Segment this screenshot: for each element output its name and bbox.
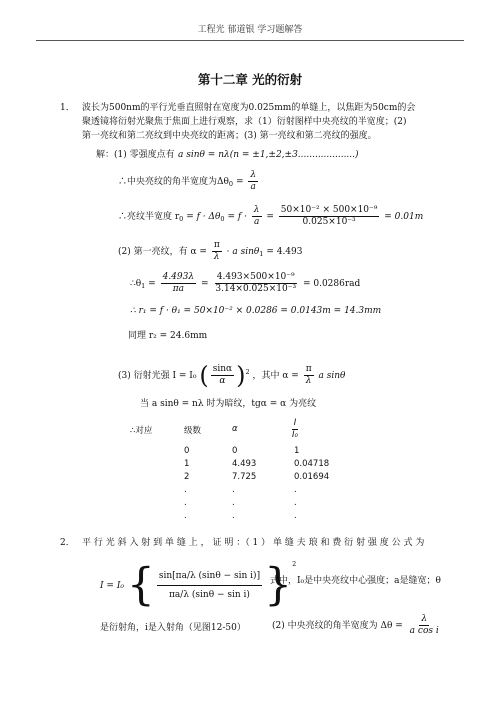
formula-exponent: 2 [292,560,297,568]
chapter-title: 第十二章 光的衍射 [197,72,303,87]
r1-equation: ∴ r₁ = f · θ₁ = 50×10⁻² × 0.0286 = 0.0143m = 14.3mm [130,306,382,316]
table-cell: . [184,498,187,508]
theta1-label: ∴θ [130,279,142,289]
formula-lhs: I = I₀ [100,581,124,591]
part2-denominator: a cos i [409,626,439,636]
part3-mid: ，其中 α = [252,371,299,381]
half-width-line [118,170,260,193]
lambda-over-a-fraction [248,170,258,193]
theta1-num1: 4.493λ [162,272,195,282]
ratio-denominator: I₀ [292,430,298,440]
half-width-label: ∴中央亮纹的角半宽度为Δθ [118,177,229,187]
r0-denominator: 0.025×10⁻³ [302,217,356,227]
problem1-line1: 波长为500nm的平行光垂直照射在宽度为0.025mm的单缝上，以焦距为50cm的会 [82,103,416,113]
theta1-fraction-1 [161,272,196,295]
table-cell: . [184,511,187,521]
table-cell: 1 [184,459,190,469]
fraction-denominator: a [253,217,260,227]
table-col-order: 级数 [184,426,202,436]
r0-line: ∴亮纹半宽度 $r_0 = f \cdot \Delta\theta_0 = f$ · $\frac{\lambda}{a}$ = $\frac{\text{50×10⁻² × 500×10⁻⁹}}{\text{0.025×10⁻³}}$ = 0.01m [118,205,424,227]
part2-line [118,240,302,263]
table-cell: 0 [184,446,190,456]
table-cell: 2 [184,472,190,482]
pi-over-lambda-fraction [212,240,222,263]
table-cell: 0 [232,446,238,456]
part3-line: (3) 衍射光强 I = I₀ ( $\frac{\sin\alpha}{\alpha}$ )$^2$ ，其中 α = $\frac{\pi}{\lambda}$ a sinθ [118,361,346,390]
table-col-correspond: ∴对应 [130,426,153,436]
fraction-numerator: λ [250,170,257,180]
table-cell: . [294,485,297,495]
half-width-eq: = [235,177,244,187]
table-cell: . [232,485,235,495]
problem1-number: 1． [60,103,75,113]
r0-sub: 0 [179,215,184,223]
theta1-den2: 3.14×0.025×10⁻³ [215,284,297,294]
fraction-numerator: λ [253,205,260,215]
theta1-den1: πa [172,284,184,294]
r0-result: = 0.01m [384,212,424,222]
fraction-denominator: λ [213,252,220,262]
theta1-sub: 1 [141,282,146,290]
fraction-numerator: π [305,364,312,374]
theta1-num2: 4.493×500×10⁻⁹ [216,272,295,282]
pi-over-lambda-fraction-3 [304,364,314,387]
r0-eq-sub: 0 [220,215,225,223]
r0-label: ∴亮纹半宽度 r [118,212,180,222]
r0-eq2: = f · [227,212,247,222]
problem1-line3: 第一亮纹和第二亮纹到中央亮纹的距离；(3) 第一亮纹和第二亮纹的强度。 [82,131,377,141]
problem2-number: 2． [60,538,75,548]
sinc-denominator: α [219,376,226,386]
table-cell: . [294,498,297,508]
problem1-line2: 聚透镜将衍射光聚焦于焦面上进行观察，求（1）衍射图样中央亮纹的半宽度；(2) [82,117,407,127]
part2-eq: · a sinθ [226,247,260,257]
problem2-formula: I = I₀ { $\frac{\text{sin[πa/λ (sinθ − sin i)]}}{\text{πa/λ (sinθ − sin i)}}$ }$^2$ [100,559,297,611]
half-width-sub: 0 [228,180,234,188]
part3-tail: a sinθ [318,371,346,381]
table-cell: 4.493 [232,459,257,469]
sinc-numerator: sinα [212,364,233,374]
problem2-line1: 平 行 光 斜 入 射 到 单 缝 上 ， 证 明 ：（ 1 ） 单 缝 夫 琅 和 费 衍 射 强 度 公 式 为 [82,538,425,548]
theta1-result: = 0.0286rad [302,279,361,289]
zero-intensity-equation: a sinθ = nλ(n = ±1,±2,±3....................) [178,150,359,160]
theta1-fraction-2 [213,272,298,295]
formula-fraction [157,567,262,604]
table-cell: . [232,498,235,508]
fraction-denominator: λ [305,376,312,386]
r2-equation: 同理 r₂ = 24.6mm [128,331,208,341]
part2-sub: 1 [259,250,264,258]
r0-eq: = f · Δθ [186,212,221,222]
problem2-part2 [272,614,443,637]
part2-result: = 4.493 [266,247,303,257]
r0-numerator: 50×10⁻² × 500×10⁻⁹ [280,205,378,215]
table-cell: 0.04718 [294,459,330,469]
solution-label: 解：(1) 零强度点有 [96,150,175,160]
part2-text: (2) 中央亮纹的角半宽度为 Δθ = [272,621,403,631]
part3-label: (3) 衍射光强 I = I₀ [118,371,197,381]
part2-label: (2) 第一亮纹，有 α = [118,247,207,257]
header-divider [36,40,464,41]
problem2-line-last: 是衍射角，i是入射角（见图12-50） [100,623,246,633]
formula-top: sin[πa/λ (sinθ − sin i)] [157,567,262,586]
lambda-over-a-fraction-2 [252,205,262,228]
dark-bright-condition: 当 a sinθ = nλ 时为暗纹，tgα = α 为亮纹 [140,399,317,409]
table-cell: 1 [294,446,300,456]
part2-numerator: λ [421,614,428,624]
half-width-fraction [408,614,441,637]
table-cell: . [294,511,297,521]
problem2-desc: 式中，I₀是中央亮纹中心强度；a是缝宽；θ [270,576,441,586]
table-cell: . [232,511,235,521]
table-cell: 0.01694 [294,472,330,482]
fraction-numerator: π [213,240,220,250]
table-col-alpha: α [232,424,238,434]
ratio-numerator: I [293,418,297,428]
fraction-denominator: a [250,182,256,192]
part3-exponent: 2 [245,368,250,376]
r0-numeric-fraction [279,205,380,228]
table-col-intensity-ratio [288,418,302,441]
running-header: 工程光 郁道银 学习题解答 [197,25,303,35]
sinc-fraction [211,364,234,387]
theta1-line: $\therefore\theta_1$ = $\frac{4.493\lambda}{\pi a}$ = $\frac{\text{4.493×500×10⁻⁹}}{\text{3.14×0.025×10⁻³}}$ = 0.0286rad [130,272,361,294]
table-cell: . [184,485,187,495]
table-cell: 7.725 [232,472,257,482]
formula-bottom: πa/λ (sinθ − sin i) [169,590,250,600]
